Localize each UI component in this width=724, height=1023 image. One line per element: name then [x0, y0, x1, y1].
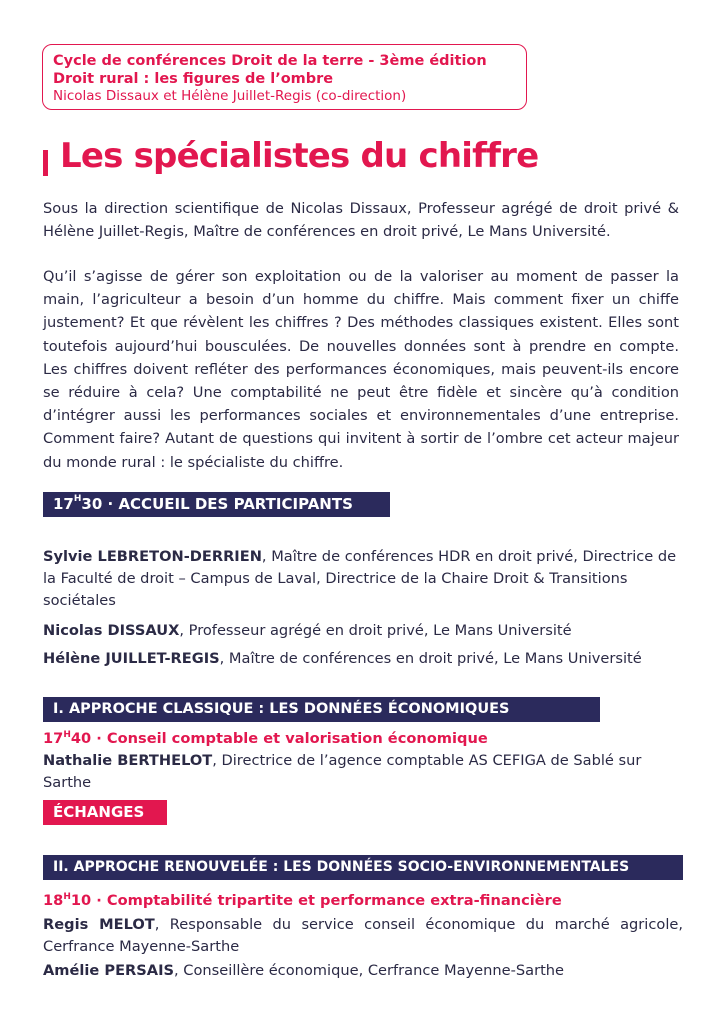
welcome-time-hour: 17 — [53, 495, 74, 513]
speaker-entry — [43, 620, 683, 642]
speaker-role: , Responsable du service conseil économique du marché agricole, Cerfrance Mayenne-Sarthe — [43, 916, 683, 955]
cycle-directors: Nicolas Dissaux et Hélène Juillet-Regis (co-direction) — [53, 88, 407, 104]
talk-title: $17^H40$ · Conseil comptable et valorisation économique — [43, 730, 488, 747]
speaker-entry — [43, 960, 683, 982]
page-title: Les spécialistes du chiffre — [60, 136, 539, 176]
speaker-name: Nicolas DISSAUX — [43, 622, 180, 639]
welcome-time-h-mark: H — [73, 494, 82, 504]
welcome-label: · ACCUEIL DES PARTICIPANTS — [102, 495, 353, 513]
title-accent-bar — [43, 150, 48, 176]
welcome-time-minute: 30 — [81, 495, 103, 513]
description-paragraph: Qu’il s’agisse de gérer son exploitation ou de la valoriser au moment de passer la main, l’agriculteur a besoin d’un homme du chiffre. Mais comment fixer un chiffe justement? Et que révèlent les chiffres ? Des méthodes classiques existent. Elles sont toutefois aujourd’hui bousculées. De nouvelles données sont à prendre en compte. Les chiffres doivent refléter des performances économiques, mais peuvent-ils encore se réduire à cela? Une comptabilité ne peut être fidèle et sincère qu’à condition d’intégrer aussi les performances sociales et environnementales d’une entreprise. Comment faire? Autant de questions qui invitent à sortir de l’ombre cet acteur majeur du monde rural : le spécialiste du chiffre. — [43, 268, 679, 471]
speaker-role: , Conseillère économique, Cerfrance Mayenne-Sarthe — [174, 962, 565, 979]
speaker-role: , Professeur agrégé en droit privé, Le Mans Université — [179, 622, 572, 639]
speaker-entry — [43, 546, 683, 612]
exchanges-band: ÉCHANGES — [43, 800, 167, 825]
speaker-role: , Maître de conférences en droit privé, Le Mans Université — [219, 650, 642, 667]
intro-paragraph: Sous la direction scientifique de Nicolas Dissaux, Professeur agrégé de droit privé & Hélène Juillet-Regis, Maître de conférences en droit privé, Le Mans Université. — [43, 200, 679, 241]
speaker-name: Nathalie BERTHELOT — [43, 752, 213, 769]
speaker-name: Sylvie LEBRETON-DERRIEN — [43, 548, 262, 565]
speaker-role: , Directrice de l’agence comptable AS CEFIGA de Sablé sur Sarthe — [43, 752, 642, 791]
welcome-band — [43, 492, 390, 517]
speaker-entry — [43, 914, 683, 958]
speaker-name: Amélie PERSAIS — [43, 962, 175, 979]
speaker-name: Regis MELOT — [43, 916, 155, 933]
section2-band: II. APPROCHE RENOUVELÉE : LES DONNÉES SOCIO-ENVIRONNEMENTALES — [43, 855, 683, 880]
cycle-header-box — [42, 44, 527, 110]
speaker-role: , Maître de conférences HDR en droit privé, Directrice de la Faculté de droit – Campus de Laval, Directrice de la Chaire Droit & Transitions sociétales — [43, 548, 677, 609]
cycle-title: Cycle de conférences Droit de la terre - 3ème édition — [53, 53, 487, 69]
speaker-entry — [43, 750, 683, 794]
cycle-subtitle: Droit rural : les figures de l’ombre — [53, 71, 334, 87]
section1-band: I. APPROCHE CLASSIQUE : LES DONNÉES ÉCONOMIQUES — [43, 697, 600, 722]
talk-title: $18^H10$ · Comptabilité tripartite et performance extra-financière — [43, 892, 562, 909]
speaker-name: Hélène JUILLET-REGIS — [43, 650, 220, 667]
speaker-entry — [43, 648, 683, 670]
